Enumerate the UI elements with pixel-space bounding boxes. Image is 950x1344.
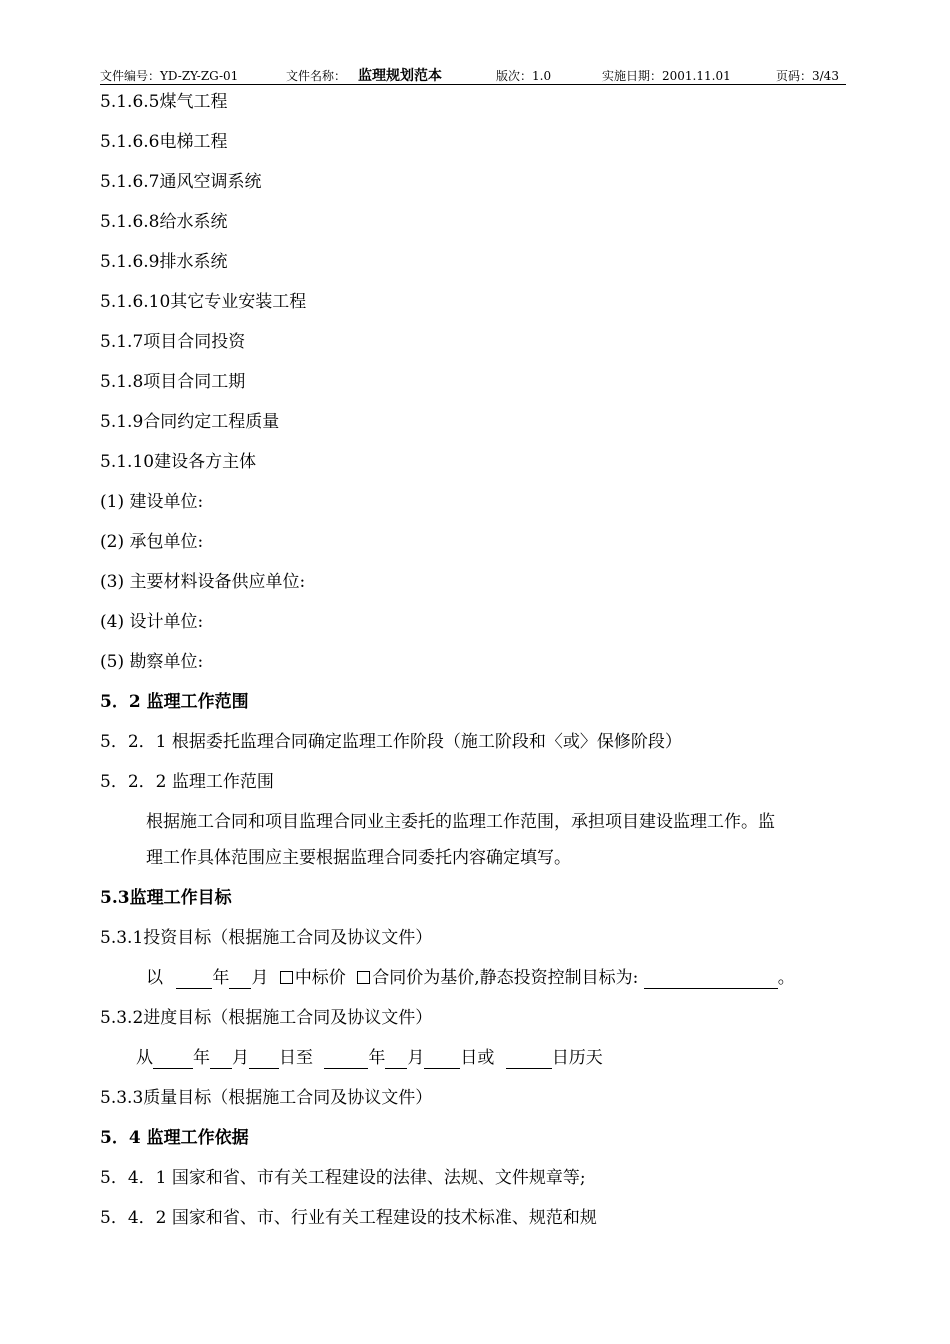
paragraph-line: 理工作具体范围应主要根据监理合同委托内容确定填写。 <box>146 848 571 868</box>
doc-name-label: 文件名称： <box>286 69 347 83</box>
list-item: 5.1.7项目合同投资 <box>100 332 246 352</box>
party-item: (4) 设计单位: <box>100 612 204 632</box>
list-item: 5.3.2进度目标（根据施工合同及协议文件） <box>100 1008 433 1028</box>
section-heading-5-2: 5．2 监理工作范围 <box>100 692 249 712</box>
list-item: 5.1.6.7通风空调系统 <box>100 172 262 192</box>
year-blank[interactable] <box>324 1051 368 1069</box>
days-blank[interactable] <box>506 1051 552 1069</box>
checkbox[interactable] <box>280 971 293 984</box>
list-item: 5．2．2 监理工作范围 <box>100 772 274 792</box>
list-item: 5.1.10建设各方主体 <box>100 452 257 472</box>
paragraph-line: 根据施工合同和项目监理合同业主委托的监理工作范围，承担项目建设监理工作。监 <box>146 812 775 832</box>
list-item: 5.1.9合同约定工程质量 <box>100 412 280 432</box>
list-item: 5.1.6.10其它专业安装工程 <box>100 292 307 312</box>
doc-page: 页码：3/43 <box>776 69 839 83</box>
list-item: 5．2．1 根据委托监理合同确定监理工作阶段（施工阶段和〈或〉保修阶段） <box>100 732 682 752</box>
section-heading-5-3: 5.3监理工作目标 <box>100 888 232 908</box>
year-blank[interactable] <box>176 971 212 989</box>
section-heading-5-4: 5．4 监理工作依据 <box>100 1128 249 1148</box>
month-blank[interactable] <box>229 971 251 989</box>
list-item: 5.1.6.5煤气工程 <box>100 92 228 112</box>
party-item: (3) 主要材料设备供应单位: <box>100 572 306 592</box>
checkbox[interactable] <box>357 971 370 984</box>
page-header <box>100 64 846 85</box>
day-blank[interactable] <box>424 1051 460 1069</box>
list-item: 5.3.3质量目标（根据施工合同及协议文件） <box>100 1088 433 1108</box>
party-item: (2) 承包单位: <box>100 532 204 552</box>
list-item: 5．4．1 国家和省、市有关工程建设的法律、法规、文件规章等; <box>100 1168 586 1188</box>
list-item: 5.3.1投资目标（根据施工合同及协议文件） <box>100 928 433 948</box>
investment-target-line: 以 年 月 中标价 合同价为基价,静态投资控制目标为: 。 <box>146 968 795 988</box>
doc-name: 监理规划范本 <box>358 68 442 84</box>
doc-date: 实施日期：2001.11.01 <box>602 69 731 83</box>
party-item: (5) 勘察单位: <box>100 652 204 672</box>
month-blank[interactable] <box>210 1051 232 1069</box>
list-item: 5.1.6.6电梯工程 <box>100 132 228 152</box>
year-blank[interactable] <box>153 1051 193 1069</box>
doc-version: 版次：1.0 <box>496 69 552 83</box>
list-item: 5.1.6.9排水系统 <box>100 252 228 272</box>
list-item: 5.1.6.8给水系统 <box>100 212 228 232</box>
list-item: 5．4．2 国家和省、市、行业有关工程建设的技术标准、规范和规 <box>100 1208 597 1228</box>
party-item: (1) 建设单位: <box>100 492 204 512</box>
day-blank[interactable] <box>249 1051 279 1069</box>
list-item: 5.1.8项目合同工期 <box>100 372 246 392</box>
schedule-target-line: 从 年 月 日至 年 月 日或 日历天 <box>136 1048 603 1068</box>
target-blank[interactable] <box>644 971 778 989</box>
doc-number: 文件编号：YD-ZY-ZG-01 <box>100 69 239 83</box>
month-blank[interactable] <box>385 1051 407 1069</box>
